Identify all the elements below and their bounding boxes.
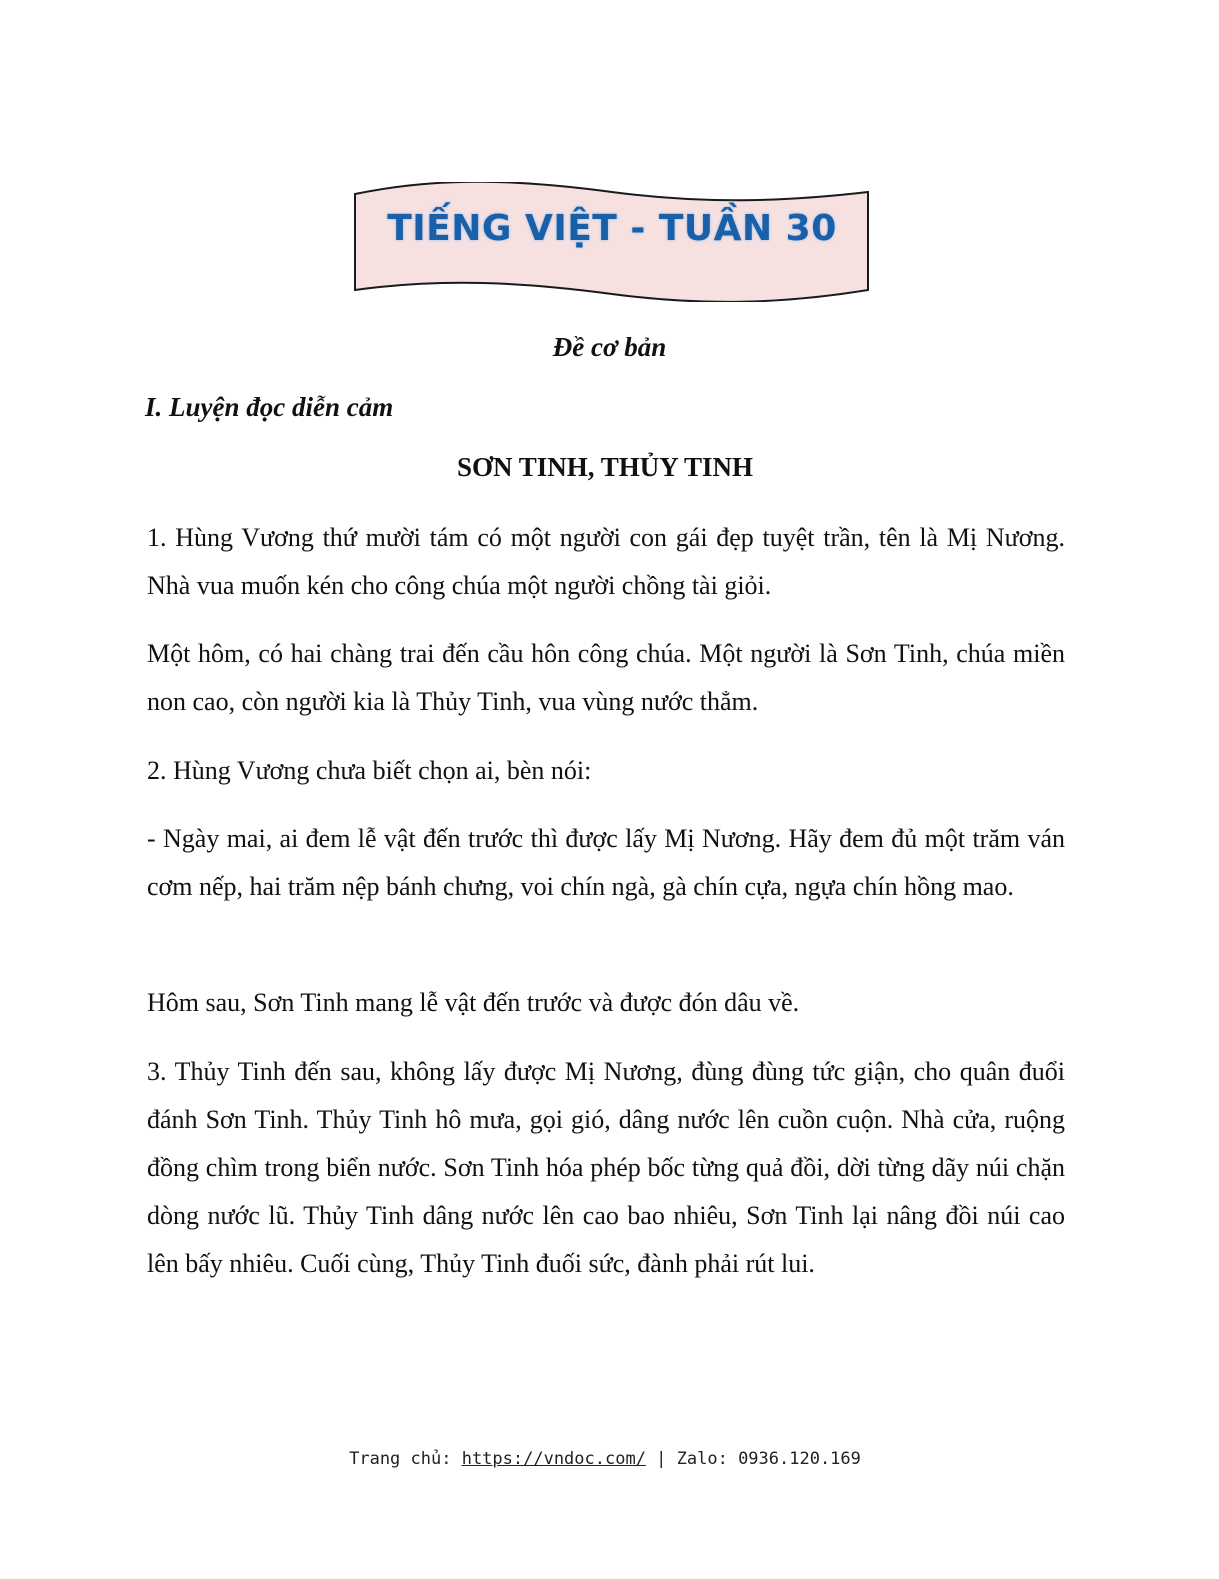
footer-zalo: Zalo: 0936.120.169 xyxy=(676,1449,861,1469)
footer-home-link[interactable]: https://vndoc.com/ xyxy=(461,1449,646,1469)
title-banner xyxy=(352,182,872,302)
paragraph-4: - Ngày mai, ai đem lễ vật đến trước thì được lấy Mị Nương. Hãy đem đủ một trăm ván cơm nếp, hai trăm nệp bánh chưng, voi chín ngà, gà chín cựa, ngựa chín hồng mao. xyxy=(147,824,1065,901)
story-title: SƠN TINH, THỦY TINH xyxy=(456,452,754,482)
paragraph-1: 1. Hùng Vương thứ mười tám có một người con gái đẹp tuyệt trần, tên là Mị Nương. Nhà vua muốn kén cho công chúa một người chồng tài giỏi. xyxy=(147,523,1065,600)
banner-title: TIẾNG VIỆT - TUẦN 30 xyxy=(387,208,837,249)
footer-home-label: Trang chủ: xyxy=(349,1449,462,1469)
paragraph-2: Một hôm, có hai chàng trai đến cầu hôn công chúa. Một người là Sơn Tinh, chúa miền non cao, còn người kia là Thủy Tinh, vua vùng nước thẳm. xyxy=(147,639,1065,716)
footer-separator: | xyxy=(645,1449,677,1469)
paragraph-3: 2. Hùng Vương chưa biết chọn ai, bèn nói: xyxy=(147,756,592,785)
paragraph-6: 3. Thủy Tinh đến sau, không lấy được Mị Nương, đùng đùng tức giận, cho quân đuổi đánh Sơn Tinh. Thủy Tinh hô mưa, gọi gió, dâng nước lên cuồn cuộn. Nhà cửa, ruộng đồng chìm trong biển nước. Sơn Tinh hóa phép bốc từng quả đồi, dời từng dãy núi chặn dòng nước lũ. Thủy Tinh dâng nước lên cao bao nhiêu, Sơn Tinh lại nâng đồi núi cao lên bấy nhiêu. Cuối cùng, Thủy Tinh đuối sức, đành phải rút lui. xyxy=(147,1057,1065,1278)
paragraph-5: Hôm sau, Sơn Tinh mang lễ vật đến trước và được đón dâu về. xyxy=(147,988,800,1017)
section-heading: I. Luyện đọc diễn cảm xyxy=(145,392,394,422)
page-footer xyxy=(0,1449,1210,1469)
subtitle: Đề cơ bản xyxy=(552,332,667,362)
